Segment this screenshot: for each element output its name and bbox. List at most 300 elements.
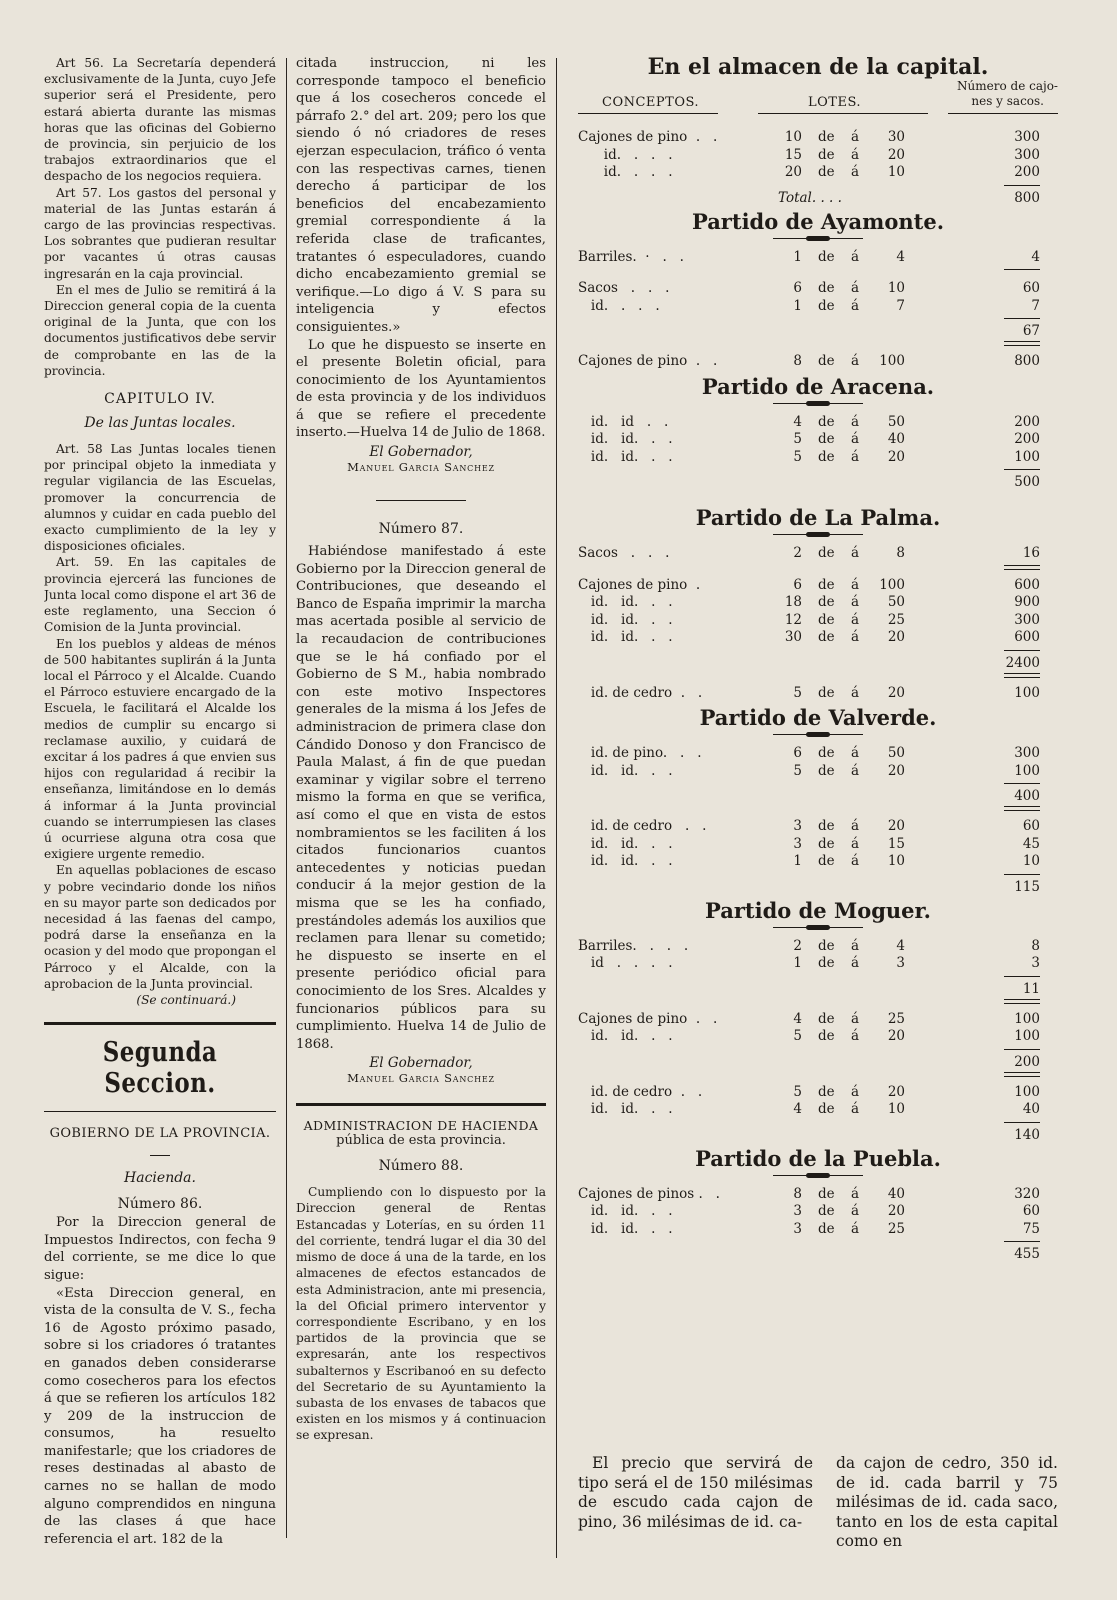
sum-row bbox=[578, 973, 1058, 997]
partido-palma-title: Partido de La Palma. bbox=[695, 505, 941, 530]
lot-de: de bbox=[818, 1028, 835, 1044]
lot-from: 4 bbox=[793, 413, 802, 430]
lot-a: á bbox=[851, 594, 860, 610]
row-count: 300 bbox=[1014, 745, 1040, 761]
row-concept: id. id. . . bbox=[578, 611, 673, 628]
lot-a: á bbox=[851, 955, 860, 971]
lot-from: 12 bbox=[784, 611, 802, 628]
lot-de: de bbox=[818, 611, 835, 628]
row-concept: Barriles. · . . bbox=[578, 248, 684, 265]
row-concept: id. de cedro . . bbox=[578, 1083, 703, 1100]
sum-value: 400 bbox=[1014, 788, 1040, 804]
lot-from: 3 bbox=[793, 1203, 802, 1219]
sum-value: 115 bbox=[1014, 878, 1040, 895]
lot-from: 5 bbox=[793, 431, 802, 447]
lot-a: á bbox=[851, 164, 860, 180]
group-moguer-1 bbox=[578, 938, 1058, 973]
dash bbox=[150, 1155, 170, 1156]
row-concept: Cajones de pino . . bbox=[578, 129, 718, 145]
row-concept: id. id. . . bbox=[578, 835, 673, 852]
lot-de: de bbox=[818, 448, 835, 465]
table-row bbox=[578, 249, 1058, 267]
lot-de: de bbox=[818, 576, 835, 593]
article-59: Art. 59. En las capitales de provincia ejercerá las funciones de Junta local como dispone el art 36 de este reglamento, una Seccion ó Comision de la Junta provincial. bbox=[44, 555, 276, 635]
lot-a: á bbox=[851, 545, 860, 561]
lot-de: de bbox=[818, 745, 835, 761]
row-count: 10 bbox=[1022, 853, 1040, 869]
lot-a: á bbox=[851, 280, 860, 296]
table-header bbox=[578, 79, 1058, 119]
lot-a: á bbox=[851, 745, 860, 761]
total-row bbox=[578, 182, 1058, 206]
row-concept: id. id. . . bbox=[578, 594, 673, 610]
row-count: 4 bbox=[1031, 248, 1040, 265]
lot-a: á bbox=[851, 576, 860, 593]
total-label: Total. . . . bbox=[778, 189, 842, 206]
lot-to: 20 bbox=[887, 1083, 905, 1100]
row-count: 300 bbox=[1014, 146, 1040, 163]
row-count: 100 bbox=[1014, 762, 1040, 779]
lot-to: 100 bbox=[879, 576, 905, 593]
precio-left: El precio que servirá de tipo será el de 150 milésimas de escudo cada cajon de pino, 36 milésimas de id. ca- bbox=[578, 1454, 813, 1531]
paragraph-pueblos: En los pueblos y aldeas de ménos de 500 habitantes suplirán á la Junta local el Párroco y el Alcalde. Cuando el Párroco estuviere encargado de la Escuela, le facilitará el Alcalde los medios de cumplir su encargo si reclamase auxilio, y cuidará de excitar á los padres á que envien sus hijos con regularidad á recibir la enseñanza, limitándose en lo demás á informar á la Junta provincial cuando se interrumpiesen las clases ú ocurriese alguna otra cosa que exigiere urgente remedio. bbox=[44, 636, 276, 862]
row-concept: id. id. . . bbox=[578, 853, 673, 869]
lot-de: de bbox=[818, 684, 835, 701]
divider bbox=[44, 1111, 276, 1112]
lot-to: 25 bbox=[887, 611, 905, 628]
section-title: Segunda Seccion. bbox=[102, 1037, 218, 1100]
row-concept: Sacos . . . bbox=[578, 545, 670, 561]
sum-value: 455 bbox=[1014, 1246, 1040, 1262]
header-conceptos: CONCEPTOS. bbox=[602, 95, 700, 110]
hacienda-heading: Hacienda. bbox=[124, 1170, 196, 1187]
lot-a: á bbox=[851, 431, 860, 447]
lot-to: 15 bbox=[887, 835, 905, 852]
header-underline bbox=[578, 113, 718, 114]
lot-to: 40 bbox=[887, 1185, 905, 1202]
table-row bbox=[578, 449, 1058, 467]
row-concept: Cajones de pino . . bbox=[578, 353, 718, 369]
partido-puebla-title: Partido de la Puebla. bbox=[695, 1145, 941, 1171]
row-count: 300 bbox=[1014, 611, 1040, 628]
group-aracena bbox=[578, 414, 1058, 467]
row-count: 100 bbox=[1014, 1010, 1040, 1027]
row-concept: id. id . . bbox=[578, 413, 669, 430]
header-numero-1: Número de cajo- bbox=[957, 79, 1058, 93]
table-row bbox=[578, 853, 1058, 871]
sum-separator bbox=[578, 266, 1058, 280]
lot-from: 5 bbox=[793, 448, 802, 465]
lot-to: 50 bbox=[887, 413, 905, 430]
paragraph-poblaciones: En aquellas poblaciones de escaso y pobre vecindario donde los niños en su mayor parte son dedicados por necesidad á las faenas del campo, podrá darse la enseñanza en la ocasion y del modo que propongan el Párroco y el Alcalde, con la aprobacion de la Junta provincial. bbox=[44, 863, 276, 991]
lot-de: de bbox=[818, 545, 835, 561]
row-concept: id. . . . bbox=[578, 146, 673, 163]
ornament-rule bbox=[773, 730, 863, 739]
partido-aracena-title: Partido de Aracena. bbox=[701, 373, 935, 399]
row-concept: id. id. . . bbox=[578, 1028, 673, 1044]
row-concept: Cajones de pino . bbox=[578, 576, 701, 593]
lot-de: de bbox=[818, 164, 835, 180]
sum-value: 500 bbox=[1014, 474, 1040, 490]
lot-a: á bbox=[851, 413, 860, 430]
table-row bbox=[578, 280, 1058, 298]
table-row bbox=[578, 1011, 1058, 1029]
table-row bbox=[578, 1084, 1058, 1102]
lot-de: de bbox=[818, 146, 835, 163]
row-count: 100 bbox=[1014, 1083, 1040, 1100]
row-concept: id. id. . . bbox=[578, 762, 673, 779]
n86-paragraph-2: «Esta Direccion general, en vista de la consulta de V. S., fecha 16 de Agosto próximo pasado, sobre si los criadores ó tratantes en ganados deben considerarse como cosecheros para los efectos á que se refieren los artículos 182 y 209 de la instruccion de consumos, ha resuelto manifestarle; que los criadores de reses destinadas al abasto de carnes no se hallan de modo alguno comprendidos en ninguna de las clases á que hace referencia el art. 182 de la bbox=[44, 1285, 276, 1547]
group-valverde-1 bbox=[578, 745, 1058, 780]
lot-from: 5 bbox=[793, 1028, 802, 1044]
row-concept: id. de cedro . . bbox=[578, 818, 707, 834]
article-58: Art. 58 Las Juntas locales tienen por principal objeto la inmediata y regular vigilancia de las Escuelas, promover la concurrencia de alumnos y cuidar en cada pueblo del exacto cumplimiento de la ley y disposiciones oficiales. bbox=[44, 442, 276, 554]
lot-to: 20 bbox=[887, 146, 905, 163]
admin-heading: ADMINISTRACION DE HACIENDA bbox=[303, 1118, 539, 1134]
sum-row bbox=[578, 315, 1058, 339]
column-divider bbox=[556, 58, 557, 1558]
chapter-subheading: De las Juntas locales. bbox=[84, 415, 236, 432]
row-concept: Cajones de pino . . bbox=[578, 1010, 718, 1027]
n87-paragraph: Habiéndose manifestado á este Gobierno por la Direccion general de Contribuciones, que deseando el Banco de España imprimir la marcha mas acertada posible al servicio de la recaudacion de contribuciones que se le há confiado por el Gobierno de S M., habia nombrado con este motivo Inspectores generales de la misma á los Jefes de administracion de primera clase don Cándido Donoso y don Francisco de Paula Malast, á fin de que puedan examinar y vigilar sobre el terreno mismo la forma en que se verifica, así como el que en vista de estos nombramientos se les faciliten á los citados funcionarios cuantos antecedentes y noticias puedan conducir á la mejor gestion de la misma que se les ha confiado, prestándoles además los auxilios que reclamen para llenar su cometido; he dispuesto se inserte en el presente periódico oficial para conocimiento de los Sres. Alcaldes y funcionarios públicos para su cumplimiento. Huelva 14 de Julio de 1868. bbox=[296, 544, 546, 1052]
lot-from: 10 bbox=[784, 129, 802, 145]
row-concept: Barriles. . . . bbox=[578, 937, 689, 954]
column-right bbox=[578, 55, 1058, 1262]
lot-a: á bbox=[851, 1083, 860, 1100]
lot-from: 6 bbox=[793, 745, 802, 761]
lot-a: á bbox=[851, 937, 860, 954]
table-row bbox=[578, 129, 1058, 147]
row-concept: id. id. . . bbox=[578, 1203, 673, 1219]
n86-paragraph-1: Por la Direccion general de Impuestos Indirectos, con fecha 9 del corriente, se me dice lo que sigue: bbox=[44, 1215, 276, 1283]
row-concept: id. id. . . bbox=[578, 1220, 673, 1237]
group-palma-1 bbox=[578, 545, 1058, 563]
row-count: 100 bbox=[1014, 1028, 1040, 1044]
lot-from: 3 bbox=[793, 818, 802, 834]
lot-to: 100 bbox=[879, 353, 905, 369]
row-count: 16 bbox=[1022, 545, 1040, 561]
lot-to: 10 bbox=[887, 853, 905, 869]
lot-de: de bbox=[818, 629, 835, 645]
lot-from: 4 bbox=[793, 1010, 802, 1027]
row-count: 8 bbox=[1031, 937, 1040, 954]
lot-de: de bbox=[818, 818, 835, 834]
lot-from: 3 bbox=[793, 1220, 802, 1237]
sum-value: 2400 bbox=[1005, 654, 1040, 671]
row-count: 600 bbox=[1014, 576, 1040, 593]
row-count: 200 bbox=[1014, 164, 1040, 180]
number-87: Número 87. bbox=[378, 521, 464, 538]
lot-to: 40 bbox=[887, 431, 905, 447]
row-count: 600 bbox=[1014, 629, 1040, 645]
lot-de: de bbox=[818, 129, 835, 145]
paragraph-julio: En el mes de Julio se remitirá á la Direccion general copia de la cuenta original de la Junta, que con los documentos justificativos debe servir de comprobante en las de la provincia. bbox=[44, 282, 276, 378]
sum-row bbox=[578, 1046, 1058, 1070]
sum-separator bbox=[578, 804, 1058, 818]
lot-to: 4 bbox=[896, 937, 905, 954]
divider bbox=[376, 500, 466, 501]
row-concept: id. id. . . bbox=[578, 431, 673, 447]
chapter-heading: CAPITULO IV. bbox=[104, 391, 216, 408]
group-palma-3 bbox=[578, 685, 1058, 703]
article-56: Art 56. La Secretaría dependerá exclusivamente de la Junta, cuyo Jefe superior será el Presidente, pero estará abierta durante las mismas horas que las oficinas del Gobierno de provincia, sin perjuicio de los trabajos extraordinarios que el despacho de los negocios requiera. bbox=[44, 56, 276, 184]
table-row bbox=[578, 353, 1058, 371]
n88-paragraph: Cumpliendo con lo dispuesto por la Direccion general de Rentas Estancadas y Loterías, en su órden 11 del corriente, tendrá lugar el dia 30 del mismo de doce á una de la tarde, en los almacenes de efectos estancados de esta Administracion, ante mi presencia, la del Oficial primero interventor y correspondiente Escribano, y en los partidos de la provincia que se expresarán, ante los respectivos subalternos y Escribanoó en su defecto del Secretario de su Ayuntamiento la subasta de los envases de tabacos que existen en los mismos y á continuacion se expresan. bbox=[296, 1185, 546, 1443]
precio-right: da cajon de cedro, 350 id. de id. cada barril y 75 milésimas de id. cada saco, tanto en los de esta capital como en bbox=[836, 1454, 1058, 1550]
sum-value: 11 bbox=[1022, 980, 1040, 997]
group-capital bbox=[578, 129, 1058, 182]
lot-to: 10 bbox=[887, 1101, 905, 1117]
governor-title: El Gobernador, bbox=[369, 1055, 473, 1072]
lot-de: de bbox=[818, 1010, 835, 1027]
continued-note: (Se continuará.) bbox=[136, 992, 236, 1007]
admin-subheading: pública de esta provincia. bbox=[336, 1133, 506, 1149]
lot-to: 20 bbox=[887, 1028, 905, 1044]
row-count: 60 bbox=[1022, 280, 1040, 296]
lot-a: á bbox=[851, 629, 860, 645]
sum-separator bbox=[578, 563, 1058, 577]
lot-from: 15 bbox=[784, 146, 802, 163]
lot-a: á bbox=[851, 129, 860, 145]
table-row bbox=[578, 955, 1058, 973]
table-row bbox=[578, 612, 1058, 630]
row-count: 45 bbox=[1022, 835, 1040, 852]
section-divider bbox=[44, 1022, 276, 1025]
lot-to: 3 bbox=[896, 955, 905, 971]
table-row bbox=[578, 164, 1058, 182]
lot-to: 10 bbox=[887, 164, 905, 180]
lot-from: 6 bbox=[793, 280, 802, 296]
number-86: Número 86. bbox=[117, 1196, 203, 1213]
table-row bbox=[578, 1028, 1058, 1046]
governor-name: Manuel Garcia Sanchez bbox=[347, 1071, 495, 1086]
lot-from: 8 bbox=[793, 1185, 802, 1202]
table-row bbox=[578, 745, 1058, 763]
lot-to: 20 bbox=[887, 1203, 905, 1219]
governor-title: El Gobernador, bbox=[369, 444, 473, 461]
ornament-rule bbox=[773, 530, 863, 539]
sum-value: 67 bbox=[1022, 323, 1040, 339]
ornament-rule bbox=[773, 1171, 863, 1180]
group-moguer-3 bbox=[578, 1084, 1058, 1119]
row-concept: id. . . . bbox=[578, 297, 660, 314]
lot-de: de bbox=[818, 1185, 835, 1202]
table-row bbox=[578, 431, 1058, 449]
lot-a: á bbox=[851, 1010, 860, 1027]
column-left bbox=[44, 55, 276, 1548]
governor-name: Manuel Garcia Sanchez bbox=[347, 460, 495, 475]
sum-row bbox=[578, 871, 1058, 895]
row-count: 100 bbox=[1014, 684, 1040, 701]
lot-a: á bbox=[851, 297, 860, 314]
group-ayamonte-1 bbox=[578, 249, 1058, 267]
lot-from: 3 bbox=[793, 835, 802, 852]
sum-separator bbox=[578, 1070, 1058, 1084]
partido-valverde-title: Partido de Valverde. bbox=[699, 705, 937, 730]
lot-a: á bbox=[851, 762, 860, 779]
column-middle bbox=[296, 55, 546, 1444]
sum-value: 140 bbox=[1014, 1126, 1040, 1143]
row-count: 200 bbox=[1014, 413, 1040, 430]
lot-de: de bbox=[818, 853, 835, 869]
row-concept: Cajones de pinos . . bbox=[578, 1185, 720, 1202]
lot-a: á bbox=[851, 611, 860, 628]
table-row bbox=[578, 545, 1058, 563]
ornament-rule bbox=[773, 399, 863, 408]
lot-de: de bbox=[818, 413, 835, 430]
lot-to: 30 bbox=[887, 129, 905, 145]
lot-from: 1 bbox=[793, 297, 802, 314]
ornament-rule bbox=[773, 234, 863, 243]
lot-de: de bbox=[818, 835, 835, 852]
lot-to: 25 bbox=[887, 1010, 905, 1027]
table-row bbox=[578, 938, 1058, 956]
table-row bbox=[578, 414, 1058, 432]
lot-a: á bbox=[851, 684, 860, 701]
row-count: 300 bbox=[1014, 129, 1040, 145]
lot-to: 10 bbox=[887, 280, 905, 296]
lot-de: de bbox=[818, 248, 835, 265]
row-count: 60 bbox=[1022, 1203, 1040, 1219]
partido-ayamonte-title: Partido de Ayamonte. bbox=[691, 208, 945, 234]
row-concept: Sacos . . . bbox=[578, 280, 670, 296]
sum-row bbox=[578, 780, 1058, 804]
lot-de: de bbox=[818, 431, 835, 447]
lot-a: á bbox=[851, 1101, 860, 1117]
group-ayamonte-3 bbox=[578, 353, 1058, 371]
row-concept: id. id. . . bbox=[578, 629, 673, 645]
sum-value: 200 bbox=[1014, 1053, 1040, 1070]
row-count: 320 bbox=[1014, 1185, 1040, 1202]
lot-from: 2 bbox=[793, 937, 802, 954]
row-count: 100 bbox=[1014, 448, 1040, 465]
government-heading: GOBIERNO DE LA PROVINCIA. bbox=[49, 1126, 271, 1142]
table-row bbox=[578, 1186, 1058, 1204]
lot-to: 8 bbox=[896, 545, 905, 561]
sum-row bbox=[578, 647, 1058, 671]
group-valverde-2 bbox=[578, 818, 1058, 871]
lot-a: á bbox=[851, 146, 860, 163]
lot-to: 4 bbox=[896, 248, 905, 265]
table-row bbox=[578, 1221, 1058, 1239]
lot-from: 1 bbox=[793, 955, 802, 971]
row-count: 3 bbox=[1031, 955, 1040, 971]
table-row bbox=[578, 298, 1058, 316]
table-title: En el almacen de la capital. bbox=[647, 55, 989, 80]
group-ayamonte-2 bbox=[578, 280, 1058, 315]
lot-to: 20 bbox=[887, 818, 905, 834]
lot-from: 1 bbox=[793, 853, 802, 869]
lot-de: de bbox=[818, 594, 835, 610]
lot-de: de bbox=[818, 762, 835, 779]
lot-a: á bbox=[851, 1185, 860, 1202]
lot-from: 4 bbox=[793, 1101, 802, 1117]
group-palma-2 bbox=[578, 577, 1058, 647]
row-count: 7 bbox=[1031, 297, 1040, 314]
sum-line bbox=[1004, 185, 1040, 186]
lot-a: á bbox=[851, 353, 860, 369]
lot-from: 30 bbox=[784, 629, 802, 645]
column-divider bbox=[286, 58, 287, 1538]
row-count: 200 bbox=[1014, 431, 1040, 447]
lot-from: 1 bbox=[793, 248, 802, 265]
row-concept: id. id. . . bbox=[578, 1101, 673, 1117]
row-count: 800 bbox=[1014, 353, 1040, 369]
lot-a: á bbox=[851, 818, 860, 834]
lot-de: de bbox=[818, 937, 835, 954]
lot-a: á bbox=[851, 248, 860, 265]
row-count: 40 bbox=[1022, 1101, 1040, 1117]
number-88: Número 88. bbox=[378, 1158, 464, 1175]
lot-a: á bbox=[851, 1220, 860, 1237]
lot-a: á bbox=[851, 448, 860, 465]
header-lotes: LOTES. bbox=[808, 95, 862, 110]
lot-a: á bbox=[851, 835, 860, 852]
lot-to: 50 bbox=[887, 745, 905, 761]
divider bbox=[296, 1103, 546, 1106]
lot-a: á bbox=[851, 853, 860, 869]
lot-to: 25 bbox=[887, 1220, 905, 1237]
lot-from: 5 bbox=[793, 684, 802, 701]
sum-row bbox=[578, 1119, 1058, 1143]
lot-de: de bbox=[818, 297, 835, 314]
sum-separator bbox=[578, 339, 1058, 353]
lot-to: 20 bbox=[887, 629, 905, 645]
table-row bbox=[578, 1101, 1058, 1119]
lot-to: 20 bbox=[887, 448, 905, 465]
sum-row bbox=[578, 1238, 1058, 1262]
lot-de: de bbox=[818, 353, 835, 369]
table-row bbox=[578, 1203, 1058, 1221]
table-row bbox=[578, 818, 1058, 836]
lot-de: de bbox=[818, 1101, 835, 1117]
row-concept: id. de cedro . . bbox=[578, 684, 703, 701]
row-concept: id. id. . . bbox=[578, 448, 673, 465]
sum-row bbox=[578, 466, 1058, 490]
n86-dispuesto: Lo que he dispuesto se inserte en el presente Boletin oficial, para conocimiento de los Ayuntamientos de esta provincia y de los individuos á que se refiere el precedente inserto.—Huelva 14 de Julio de 1868. bbox=[296, 337, 546, 441]
article-57: Art 57. Los gastos del personal y material de las Juntas estarán á cargo de las provincias respectivas. Los sobrantes que pudieran resultar por vacantes ú otras causas ingresarán en la caja provincial. bbox=[44, 185, 276, 281]
lot-de: de bbox=[818, 1203, 835, 1219]
sum-separator bbox=[578, 997, 1058, 1011]
lot-from: 8 bbox=[793, 353, 802, 369]
row-concept: id. . . . bbox=[578, 164, 673, 180]
header-numero-2: nes y sacos. bbox=[971, 94, 1044, 108]
lot-from: 2 bbox=[793, 545, 802, 561]
header-underline bbox=[758, 113, 928, 114]
lot-to: 20 bbox=[887, 684, 905, 701]
group-puebla bbox=[578, 1186, 1058, 1239]
partido-moguer-title: Partido de Moguer. bbox=[705, 897, 931, 923]
lot-a: á bbox=[851, 1028, 860, 1044]
lot-to: 7 bbox=[896, 297, 905, 314]
lot-de: de bbox=[818, 1220, 835, 1237]
row-concept: id . . . . bbox=[578, 955, 673, 971]
total-value: 800 bbox=[1014, 189, 1040, 206]
group-moguer-2 bbox=[578, 1011, 1058, 1046]
table-row bbox=[578, 763, 1058, 781]
row-count: 75 bbox=[1022, 1220, 1040, 1237]
lot-from: 20 bbox=[784, 164, 802, 180]
lot-de: de bbox=[818, 280, 835, 296]
table-row bbox=[578, 629, 1058, 647]
table-row bbox=[578, 594, 1058, 612]
row-concept: id. de pino. . . bbox=[578, 745, 702, 761]
header-underline bbox=[948, 113, 1058, 114]
lot-de: de bbox=[818, 1083, 835, 1100]
lot-to: 50 bbox=[887, 594, 905, 610]
lot-from: 5 bbox=[793, 1083, 802, 1100]
table-row bbox=[578, 685, 1058, 703]
